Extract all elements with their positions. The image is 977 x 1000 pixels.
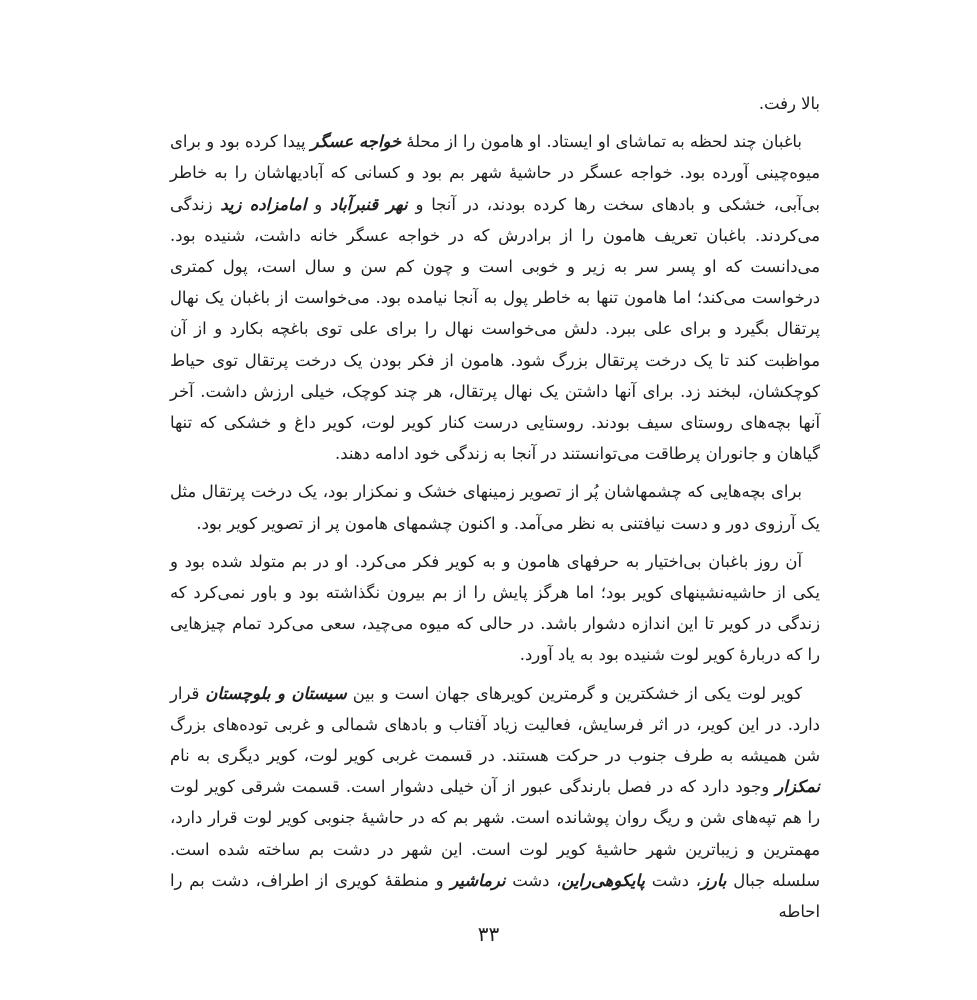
text-run: کویر لوت یکی از خشکترین و گرمترین کویرهای جهان است و بین [346, 683, 803, 703]
emphasized-name: سیستان و بلوچستان [205, 683, 347, 703]
emphasized-name: نمکزار [775, 777, 820, 797]
paragraph-4 [170, 678, 820, 928]
emphasized-name: پایکوهی‌راین [561, 870, 645, 890]
text-run: برای بچه‌هایی که چشمهاشان پُر از تصویر زمینهای خشک و نمکزار بود، یک درخت پرتقال مثل یک آرزوی دور و دست نیافتنی به نظر می‌آمد. و اکنون چشمهای هامون پر از تصویر کویر بود. [170, 482, 820, 533]
text-run: آن روز باغبان بی‌اختیار به حرفهای هامون و به کویر فکر می‌کرد. او در بم متولد شده بود و یکی از حاشیه‌نشینهای کویر بود؛ اما هرگز پایش را از بم بیرون نگذاشته بود و باور نمی‌کرد که زندگی در کویر تا این اندازه دشوار باشد. در حالی که میوه می‌چید، سعی می‌کرد تمام چیزهایی را که دربارهٔ کویر لوت شنیده بود به یاد آورد. [170, 551, 820, 665]
carry-over-line: بالا رفت. [758, 94, 820, 113]
emphasized-name: امامزاده زید [220, 194, 307, 214]
paragraph-3 [170, 546, 820, 671]
emphasized-name: بارز [701, 870, 727, 890]
body-text [170, 88, 820, 934]
text-run: زندگی می‌کردند. باغبان تعریف هامون را از برادرش که در خواجه عسگر خانه داشت، شنیده بود. می‌دانست که او پسر سر به زیر و خوبی است و چون کم سن و سال است، پول کمتری درخواست می‌کند؛ اما هامون تنها به خاطر پول به آنجا نیامده بود. می‌خواست از باغبان یک نهال پرتقال بگیرد و برای علی ببرد. دلش می‌خواست نهال را برای علی توی باغچه بکارد و از آن مواظبت کند تا یک درخت پرتقال بزرگ شود. هامون از فکر بودن یک درخت پرتقال توی حیاط کوچکشان، لبخند زد. برای آنها داشتن یک نهال پرتقال، هر چند کوچک، خیلی ارزش داشت. آخر آنها بچه‌های روستای سیف بودند. روستایی درست کنار کویر لوت، کویر داغ و خشکی که تنها گیاهان و جانوران پرطاقت می‌توانستند در آنجا به زندگی خود ادامه دهند. [170, 194, 820, 464]
paragraph-1 [170, 126, 820, 469]
text-run: ، دشت [644, 870, 702, 890]
emphasized-name: خواجه عسگر [310, 132, 402, 152]
paragraph-2 [170, 476, 820, 538]
text-run: ، دشت [505, 870, 562, 890]
text-run: وجود دارد که در فصل بارندگی عبور از آن خیلی دشوار است. قسمت شرقی کویر لوت را هم تپه‌های شن و ریگ روان پوشانده است. شهر بم که در حاشیهٔ جنوبی کویر لوت قرار دارد، مهمترین و زیباترین شهر حاشیهٔ کویر لوت است. این شهر در دشت بم ساخته شده است. سلسله جبال [170, 777, 820, 890]
text-run: پیدا کرده بود و برای میوه‌چینی آورده بود. خواجه عسگر در حاشیهٔ شهر بم بود و کسانی که آبادیهاشان را به خاطر بی‌آبی، خشکی و بادهای سخت رها کرده بودند، در آنجا و [170, 132, 820, 214]
page-number: ۳۳ [477, 922, 500, 946]
text-run: و [306, 194, 330, 214]
text-run: قرار دارد. در این کویر، در اثر فرسایش، فعالیت زیاد آفتاب و بادهای شمالی و غربی توده‌های بزرگ شن همیشه به طرف جنوب در حرکت هستند. در قسمت غربی کویر لوت، کویر دیگری به نام [170, 683, 820, 766]
text-run: و منطقهٔ کویری از اطراف، دشت بم را احاطه [170, 870, 820, 922]
emphasized-name: نهر قنبرآباد [329, 194, 408, 214]
emphasized-name: نرماشیر [450, 870, 506, 890]
text-run: باغبان چند لحظه به تماشای او ایستاد. او هامون را از محلهٔ [401, 132, 802, 152]
